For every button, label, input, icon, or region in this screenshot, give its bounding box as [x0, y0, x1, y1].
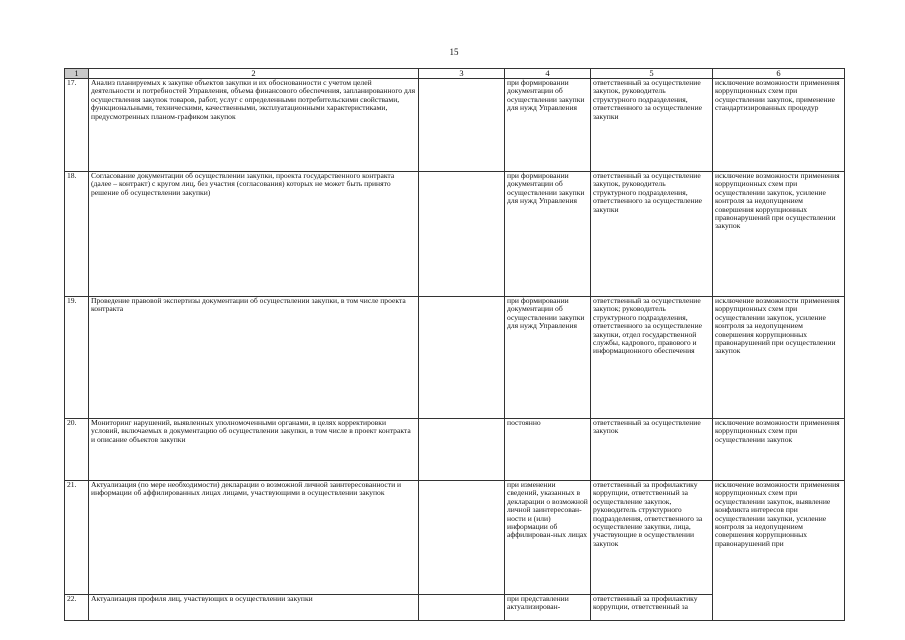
task-cell: Анализ планируемых к закупке объектов закупки и их обоснованности с учетом целей деятельности и потребностей Управления, объема финансового обеспечения, запланированного для осуществления закупок товаров, работ, услуг с определенными потребительскими свойствами, функциональными, техническими, качественными, эксплуатационными характеристиками, предусмотренных планом-графиком закупок — [89, 79, 419, 172]
term-cell: постоянно — [505, 419, 591, 481]
empty-cell — [419, 419, 505, 481]
page-number: 15 — [449, 47, 459, 57]
column-header: 2 — [89, 69, 419, 79]
task-cell: Актуализация профиля лиц, участвующих в осуществлении закупки — [89, 595, 419, 621]
result-cell: исключение возможности применения коррупционных схем при осуществлении закупок — [713, 419, 845, 481]
column-header: 3 — [419, 69, 505, 79]
task-cell: Актуализация (по мере необходимости) декларации о возможной личной заинтересованности и информации об аффилированных лицах лицами, участвующими в осуществлении закупок — [89, 481, 419, 595]
row-number: 19. — [65, 297, 89, 419]
table-row — [65, 481, 845, 595]
column-header: 1 — [65, 69, 89, 79]
term-cell: при изменении сведений, указанных в декларации о возможной личной заинтересован-ности и (или) информации об аффилирован-ных лицах — [505, 481, 591, 595]
row-number: 20. — [65, 419, 89, 481]
responsible-cell: ответственный за профилактику коррупции, ответственный за — [591, 595, 713, 621]
empty-cell — [419, 595, 505, 621]
responsible-cell: ответственный за осуществление закупок; руководитель структурного подразделения, ответственного за осуществление закупки, отдел государственной службы, кадрового, правового и информационного обеспечения — [591, 297, 713, 419]
empty-cell — [419, 297, 505, 419]
term-cell: при формировании документации об осуществлении закупки для нужд Управления — [505, 172, 591, 297]
empty-cell — [419, 481, 505, 595]
empty-cell — [419, 79, 505, 172]
term-cell: при формировании документации об осуществлении закупки для нужд Управления — [505, 79, 591, 172]
column-header: 4 — [505, 69, 591, 79]
row-number: 18. — [65, 172, 89, 297]
table-row — [65, 419, 845, 481]
row-number: 21. — [65, 481, 89, 595]
row-number: 17. — [65, 79, 89, 172]
column-header: 5 — [591, 69, 713, 79]
result-cell: исключение возможности применения коррупционных схем при осуществлении закупок, усиление контроля за недопущением совершения коррупционных правонарушений при осуществлении закупок — [713, 172, 845, 297]
task-cell: Согласование документации об осуществлении закупки, проекта государственного контракта (далее – контракт) с кругом лиц, без участия (согласования) которых не может быть принято решение об осуществлении закупки) — [89, 172, 419, 297]
header-row — [65, 69, 845, 79]
table-row — [65, 297, 845, 419]
responsible-cell: ответственный за осуществление закупок, руководитель структурного подразделения, ответственного за осуществление закупки — [591, 79, 713, 172]
measures-table — [64, 68, 845, 621]
term-cell: при формировании документации об осуществлении закупки для нужд Управления — [505, 297, 591, 419]
result-cell: исключение возможности применения коррупционных схем при осуществлении закупок, усиление контроля за недопущением совершения коррупционных правонарушений при осуществлении закупок — [713, 297, 845, 419]
responsible-cell: ответственный за осуществление закупок, руководитель структурного подразделения, ответственного за осуществление закупки — [591, 172, 713, 297]
term-cell: при представлении актуализирован- — [505, 595, 591, 621]
responsible-cell: ответственный за профилактику коррупции, ответственный за осуществление закупок, руководитель структурного подразделения, ответственного за осуществление закупки, лица, участвующие в осуществлении закупок — [591, 481, 713, 595]
responsible-cell: ответственный за осуществление закупок — [591, 419, 713, 481]
column-header: 6 — [713, 69, 845, 79]
result-cell: исключение возможности применения коррупционных схем при осуществлении закупок, применение стандартизированных процедур — [713, 79, 845, 172]
empty-cell — [419, 172, 505, 297]
task-cell: Мониторинг нарушений, выявленных уполномоченными органами, в целях корректировки условий, включаемых в документацию об осуществлении закупки, в том числе в проект контракта и описание объектов закупки — [89, 419, 419, 481]
table-row — [65, 172, 845, 297]
task-cell: Проведение правовой экспертизы документации об осуществлении закупки, в том числе проекта контракта — [89, 297, 419, 419]
table-row — [65, 79, 845, 172]
row-number: 22. — [65, 595, 89, 621]
result-cell: исключение возможности применения коррупционных схем при осуществлении закупок, выявление конфликта интересов при осуществлении закупки, усиление контроля за недопущением совершения коррупционных правонарушений при — [713, 481, 845, 621]
